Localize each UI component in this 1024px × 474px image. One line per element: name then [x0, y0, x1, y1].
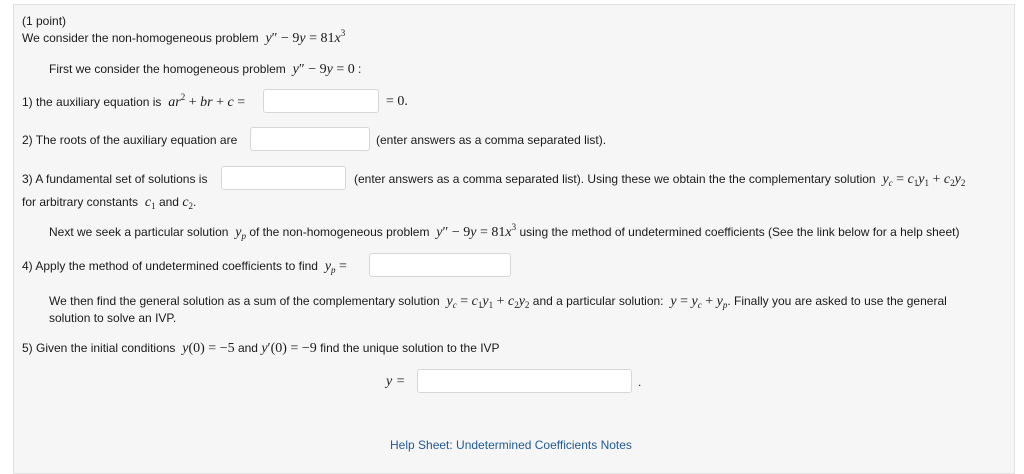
- general-mid-text: and a particular solution:: [532, 294, 664, 308]
- constant-c1: $c_1$: [144, 195, 156, 211]
- initial-condition-yprime: y′(0) = −9: [261, 341, 317, 356]
- q5-suffix-text: find the unique solution to the IVP: [320, 341, 500, 355]
- q5-text: 5) Given the initial conditions: [22, 341, 176, 355]
- q1-suffix: = 0.: [386, 94, 408, 109]
- help-sheet-link-text[interactable]: Help Sheet: Undetermined Coefficients Notes: [390, 438, 632, 452]
- roots-input[interactable]: [250, 127, 370, 151]
- initial-condition-y: y(0) = −5: [182, 341, 235, 356]
- y-answer-label: y =: [386, 374, 406, 389]
- q4-text: 4) Apply the method of undetermined coefficients to find: [22, 259, 318, 273]
- homog-intro-line: First we consider the homogeneous problem y″ − 9y = 0 :: [49, 62, 362, 77]
- particular-suffix-text: using the method of undetermined coefficients (See the link below for a help sheet): [519, 225, 960, 239]
- q4-line: [22, 258, 347, 275]
- particular-solution-input[interactable]: [369, 253, 511, 277]
- general-intro-text: We then find the general solution as a sum of the complementary solution: [49, 294, 440, 308]
- particular-yp: $y_p$: [235, 225, 246, 241]
- homog-intro-text: First we consider the homogeneous problem: [49, 62, 286, 76]
- ode-nonhomogeneous: $y'' - 9y = 81x^3$: [265, 28, 346, 46]
- intro-text: We consider the non-homogeneous problem: [22, 31, 259, 45]
- help-sheet-link[interactable]: [390, 437, 632, 453]
- q3-suffix-line: [354, 171, 965, 188]
- constant-c2: $c_2$: [182, 195, 194, 211]
- particular-intro-text: Next we seek a particular solution: [49, 225, 229, 239]
- q5-and: and: [237, 341, 258, 355]
- general-intro-line: [49, 293, 947, 310]
- q3-line2: for arbitrary constants $c_1$ and $c_2$.: [22, 195, 197, 211]
- aux-equation-form: $ar^2$ + br + c =: [168, 92, 246, 110]
- q3-line2-text: for arbitrary constants: [22, 195, 139, 209]
- ode-nonhomogeneous-2: $y'' - 9y = 81x^3$: [436, 222, 517, 240]
- q1-text: 1) the auxiliary equation is: [22, 95, 162, 109]
- ode-homogeneous: y″ − 9y = 0: [292, 62, 355, 77]
- intro-line: [22, 30, 345, 47]
- q2-suffix: (enter answers as a comma separated list).: [376, 133, 607, 147]
- q5-line: [22, 340, 500, 357]
- q3-text: 3) A fundamental set of solutions is: [22, 172, 208, 186]
- q1-line: [22, 94, 245, 111]
- problem-panel: [13, 4, 1015, 474]
- q2-text: 2) The roots of the auxiliary equation are: [22, 133, 238, 147]
- particular-intro-line: [49, 224, 959, 241]
- period: .: [638, 375, 642, 389]
- points-label: (1 point): [22, 14, 67, 28]
- complementary-solution: $y_c = c_1y_1 + c_2y_2$: [882, 172, 966, 188]
- aux-equation-input[interactable]: [263, 89, 379, 113]
- ivp-solution-input[interactable]: [417, 369, 632, 393]
- q3-suffix-text: (enter answers as a comma separated list). Using these we obtain the the complementary solution: [354, 172, 876, 186]
- fundamental-set-input[interactable]: [221, 166, 346, 190]
- and-text: and: [158, 195, 179, 209]
- particular-mid-text: of the non-homogeneous problem: [249, 225, 430, 239]
- general-line2: solution to solve an IVP.: [49, 311, 177, 325]
- general-solution: $y = y_c + y_p$: [670, 294, 728, 310]
- yp-equals: $y_p$ =: [324, 259, 347, 275]
- complementary-solution-2: $y_c = c_1y_1 + c_2y_2$: [446, 294, 530, 310]
- general-suffix-text: . Finally you are asked to use the general: [727, 294, 947, 308]
